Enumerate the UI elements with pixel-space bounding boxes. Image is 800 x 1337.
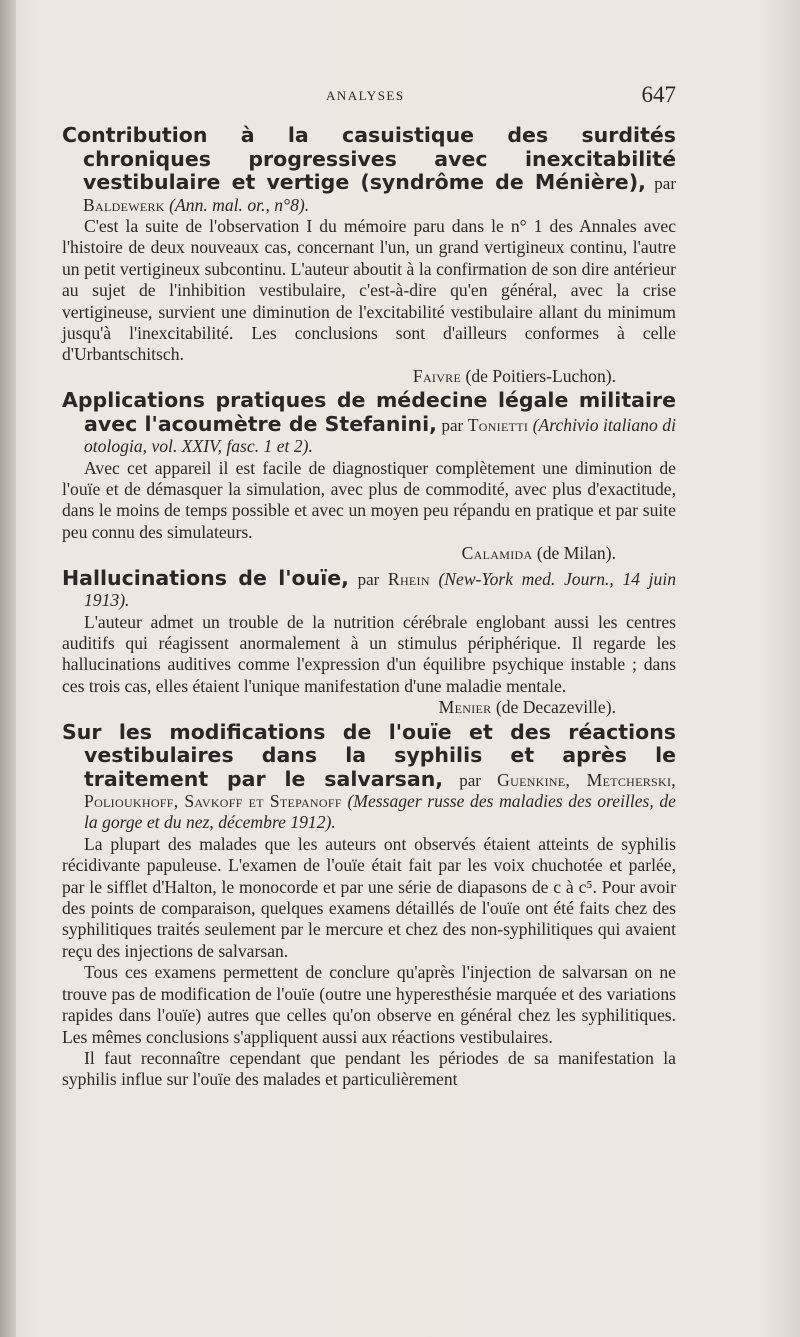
reviewer-name: Faivre <box>412 365 462 386</box>
page-header <box>62 82 676 112</box>
article-heading <box>62 389 676 457</box>
article-paragraph: Tous ces examens permettent de conclure qu'après l'injection de salvarsan on ne trouve pas de modification de l'ouïe (outre une hyperesthésie marquée et des variations rapides dans l'ouïe) autres que celles qu'on observe en général chez les syphilitiques. Les mêmes conclusions s'appliquent aussi aux réactions vestibulaires. <box>62 962 676 1047</box>
article-paragraph: C'est la suite de l'observation I du mémoire paru dans le n° 1 des Annales avec l'histoire de deux nouveaux cas, concernant l'un, un grand vertigineux continu, l'autre un petit vertigineux subcontinu. L'auteur aboutit à la confirmation de son dire antérieur au sujet de l'inhibition vestibulaire, c'est-à-dire qu'en général, avec la crise vertigineuse, survient une diminution de l'excitabilité vestibulaire allant du minimum jusqu'à l'inexcitabilité. Les conclusions sont d'ailleurs conformes à celle d'Urbantschitsch. <box>62 215 676 365</box>
article-author: Guenkine, Metcherski, Polioukhoff, Savkoff et Stepanoff <box>84 769 676 812</box>
page-content <box>62 124 676 1091</box>
article-paragraph: L'auteur admet un trouble de la nutrition cérébrale englobant aussi les centres auditifs qui réagissent anormalement à un stimulus périphérique. Il regarde les hallucinations auditives comme l'expression d'un équilibre psychique instable ; dans ces trois cas, elles étaient l'unique manifestation d'une maladie mentale. <box>62 611 676 696</box>
article-heading <box>62 721 676 834</box>
reviewer-signature <box>62 697 676 718</box>
article-author: Tonietti <box>467 414 529 435</box>
page-number: 647 <box>641 82 676 107</box>
reviewer-name: Menier <box>438 697 492 718</box>
book-spine-shadow <box>0 0 16 1337</box>
reviewer-place: (de Decazeville). <box>495 697 616 718</box>
article-by: par <box>357 569 380 589</box>
article-paragraph: Il faut reconnaître cependant que pendant les périodes de sa manifestation la syphilis influe sur l'ouïe des malades et particulièrement <box>62 1047 676 1090</box>
reviewer-signature <box>62 366 676 387</box>
reviewer-place: (de Poitiers-Luchon). <box>465 365 616 386</box>
article-title: Applications pratiques de médecine légale militaire avec l'acoumètre de Stefanini, <box>62 388 676 436</box>
article-title: Contribution à la casuistique des surdités chroniques progressives avec inexcitabilité vestibulaire et vertige (syndrôme de Ménière), <box>62 123 676 194</box>
reviewer-place: (de Milan). <box>536 543 616 564</box>
running-title: ANALYSES <box>326 88 405 103</box>
article-source: (Ann. mal. or., n°8). <box>169 194 310 215</box>
article-paragraph: La plupart des malades que les auteurs ont observés étaient atteints de syphilis récidivante papuleuse. L'examen de l'ouïe était fait par les voix chuchotée et parlée, par le sifflet d'Halton, le monocorde et par une série de diapasons de c à c⁵. Pour avoir des points de comparaison, quelques examens détaillés de l'ouïe ont été faits chez des syphilitiques traités seulement par le mercure et chez des non-syphilitiques qui avaient reçu des injections de salvarsan. <box>62 833 676 961</box>
article-title: Sur les modifications de l'ouïe et des réactions vestibulaires dans la syphilis et après le traitement par le salvarsan, <box>62 719 676 791</box>
reviewer-name: Calamida <box>461 543 533 564</box>
article-heading <box>62 567 676 612</box>
article-by: par <box>459 770 481 790</box>
article-source: (Archivio italiano di otologia, vol. XXIV, fasc. 1 et 2). <box>84 414 676 457</box>
article-by: par <box>654 174 676 193</box>
article-paragraph: Avec cet appareil il est facile de diagnostiquer complètement une diminution de l'ouïe et de démasquer la simulation, avec plus de commodité, avec plus d'exactitude, dans le moins de temps possible et avec un moyen peu répandu en pratique et par suite peu connu des simulateurs. <box>62 457 676 542</box>
article-author: Rhein <box>387 568 430 589</box>
article-source: (New-York med. Journ., 14 juin 1913). <box>84 568 677 611</box>
article-author: Baldewerk <box>83 194 165 215</box>
article-heading <box>62 124 676 216</box>
article-by: par <box>441 415 464 435</box>
article-source: (Messager russe des maladies des oreilles, de la gorge et du nez, décembre 1912). <box>84 791 676 833</box>
reviewer-signature <box>62 543 676 564</box>
article-title: Hallucinations de l'ouïe, <box>62 565 349 590</box>
